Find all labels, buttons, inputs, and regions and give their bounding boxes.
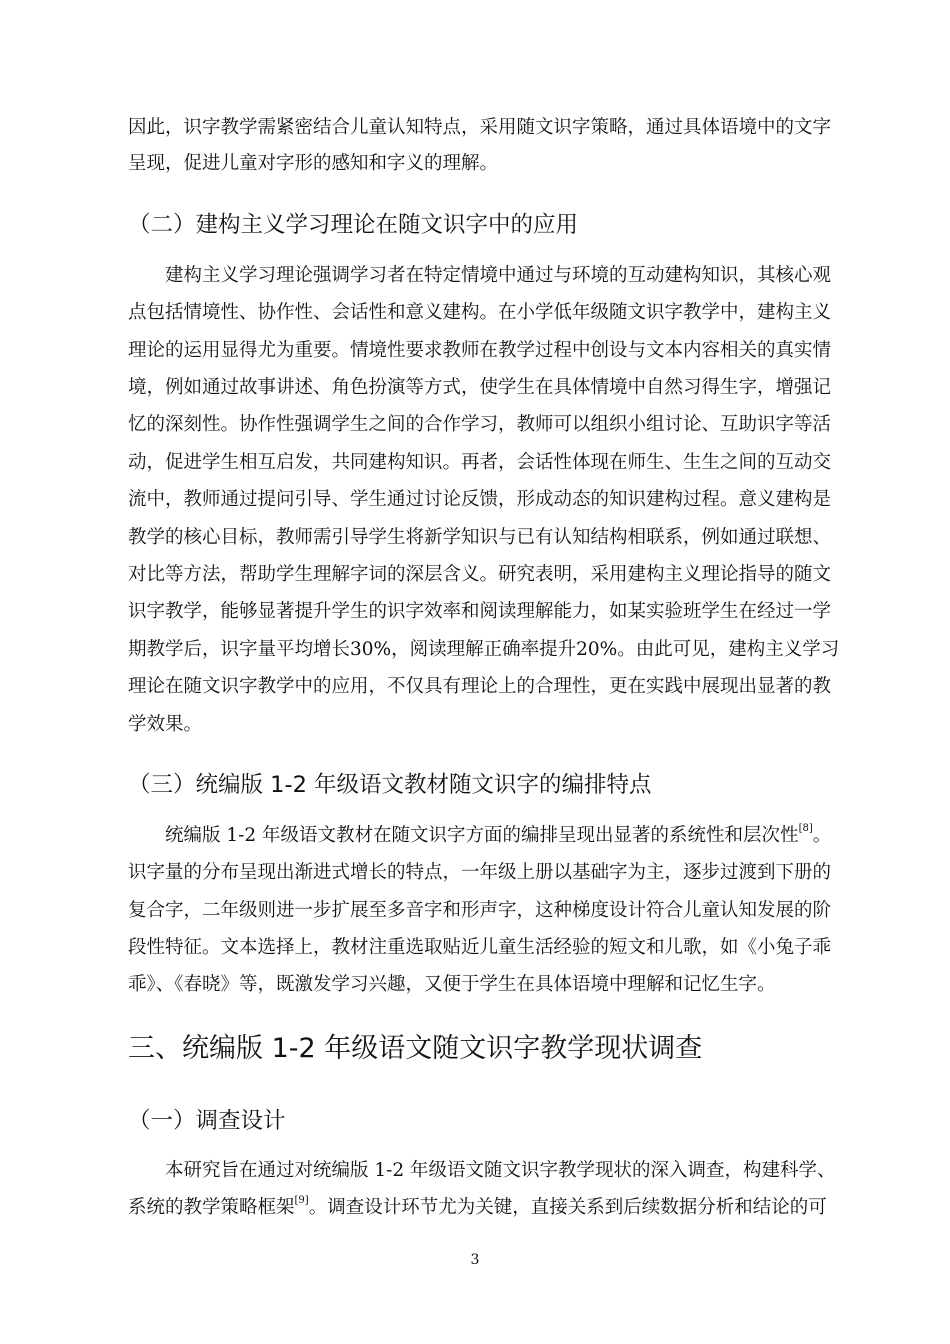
- body-text-line: 点包括情境性、协作性、会话性和意义建构。在小学低年级随文识字教学中，建构主义: [128, 302, 832, 323]
- body-text-line: 流中，教师通过提问引导、学生通过讨论反馈，形成动态的知识建构过程。意义建构是: [128, 489, 832, 510]
- chapter-heading: 三、统编版 1-2 年级语文随文识字教学现状调查: [128, 1033, 703, 1064]
- body-text-line: 识字量的分布呈现出渐进式增长的特点，一年级上册以基础字为主，逐步过渡到下册的: [128, 862, 832, 883]
- body-text-line: 识字教学，能够显著提升学生的识字效率和阅读理解能力，如某实验班学生在经过一学: [128, 601, 832, 622]
- body-text-line: 因此，识字教学需紧密结合儿童认知特点，采用随文识字策略，通过具体语境中的文字: [128, 117, 832, 138]
- body-text-line: 乖》、《春晓》等，既激发学习兴趣，又便于学生在具体语境中理解和记忆生字。: [128, 974, 776, 995]
- citation: [8]: [798, 823, 813, 834]
- body-text-line: [128, 1195, 828, 1218]
- body-text-line: 学效果。: [128, 714, 203, 735]
- citation: [9]: [294, 1195, 309, 1206]
- body-text: 。: [812, 825, 832, 846]
- body-text-line: 本研究旨在通过对统编版 1-2 年级语文随文识字教学现状的深入调查，构建科学、: [165, 1160, 836, 1181]
- body-text-line: 呈现，促进儿童对字形的感知和字义的理解。: [128, 153, 499, 174]
- body-text-line: 理论的运用显得尤为重要。情境性要求教师在教学过程中创设与文本内容相关的真实情: [128, 340, 832, 361]
- body-text: 。调查设计环节尤为关键，直接关系到后续数据分析和结论的可: [308, 1197, 827, 1218]
- body-text-line: [165, 823, 832, 846]
- body-text-line: 建构主义学习理论强调学习者在特定情境中通过与环境的互动建构知识，其核心观: [165, 265, 832, 286]
- body-text-line: 期教学后，识字量平均增长30%，阅读理解正确率提升20%。由此可见，建构主义学习: [128, 639, 840, 660]
- body-text-line: 对比等方法，帮助学生理解字词的深层含义。研究表明，采用建构主义理论指导的随文: [128, 564, 832, 585]
- body-text-line: 复合字，二年级则进一步扩展至多音字和形声字，这种梯度设计符合儿童认知发展的阶: [128, 900, 832, 921]
- body-text-line: 段性特征。文本选择上，教材注重选取贴近儿童生活经验的短文和儿歌，如《小兔子乖: [128, 937, 832, 958]
- body-text-line: 理论在随文识字教学中的应用，不仅具有理论上的合理性，更在实践中展现出显著的教: [128, 676, 832, 697]
- body-text: 统编版 1-2 年级语文教材在随文识字方面的编排呈现出显著的系统性和层次性: [165, 825, 799, 846]
- body-text-line: 动，促进学生相互启发，共同建构知识。再者，会话性体现在师生、生生之间的互动交: [128, 452, 832, 473]
- section-heading: （二）建构主义学习理论在随文识字中的应用: [128, 212, 579, 238]
- section-heading: （三）统编版 1-2 年级语文教材随文识字的编排特点: [128, 772, 652, 798]
- body-text-line: 教学的核心目标，教师需引导学生将新学知识与已有认知结构相联系，例如通过联想、: [128, 527, 832, 548]
- body-text: 系统的教学策略框架: [128, 1197, 295, 1218]
- section-heading: （一）调查设计: [128, 1108, 286, 1134]
- body-text-line: 境，例如通过故事讲述、角色扮演等方式，使学生在具体情境中自然习得生字，增强记: [128, 377, 832, 398]
- page-number: 3: [470, 1252, 480, 1268]
- body-text-line: 忆的深刻性。协作性强调学生之间的合作学习，教师可以组织小组讨论、互助识字等活: [128, 414, 832, 435]
